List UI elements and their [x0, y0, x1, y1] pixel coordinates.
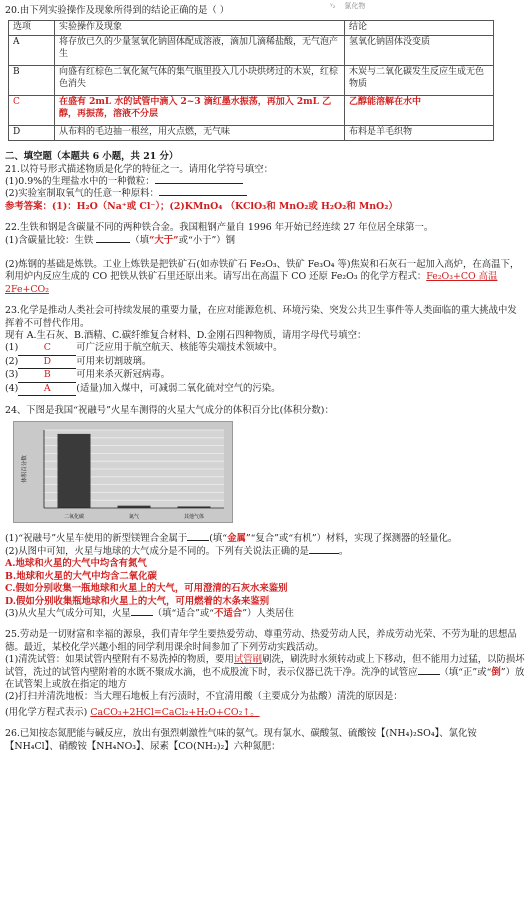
q26-stem: 26.已知按态氮肥能与碱反应，放出有强烈刺激性气味的氨气。现有氯水、碳酸氢、硫酸铵【(NH₄)₂SO₄】、氯化铵【NH₄Cl】、硝酸铵【NH₄NO₃】、尿素【CO(NH₂)₂】六种氮肥：	[5, 728, 477, 752]
category-label: 其他气体	[183, 514, 205, 521]
row-operation: 从布料的毛边抽一根丝，用火点燃，无气味	[55, 126, 345, 141]
header-operation: 实验操作及现象	[55, 21, 345, 36]
row-option: D	[9, 126, 55, 141]
q23-item: (1) C 可广泛应用于航空航天、核能等尖端技术领域中。	[5, 342, 525, 355]
row-conclusion: 木炭与二氧化碳发生反应生成无色物质	[345, 66, 494, 96]
q24-line2: (2)从图中可知，火星与地球的大气成分是不同的。下列有关说法正确的是 。	[5, 545, 349, 557]
mars-atmosphere-svg	[14, 422, 232, 522]
q24-option-b: B.地球和火星的大气中均含二氧化碳	[5, 570, 157, 582]
y-axis-label: 体积百分数	[22, 455, 28, 484]
q21-answer: 参考答案：(1)：H₂O（Na⁺或 Cl⁻）；(2)KMnO₄ （KClO₃和 MnO₂或 H₂O₂和 MnO₂）	[5, 200, 398, 212]
q22-equation: Fe₂O₃+CO 高温 2Fe+CO₂	[5, 271, 498, 295]
table-row	[9, 36, 494, 66]
table-row	[9, 66, 494, 96]
q22-line1: (1)含碳量比较：生铁 （填“大于”或“小于”）钢	[5, 234, 236, 246]
worksheet-page	[0, 2, 530, 923]
row-option: B	[9, 66, 55, 96]
q20-stem: 20.由下列实验操作及现象所得到的结论正确的是（ ）	[5, 5, 230, 16]
bar-0	[58, 434, 91, 508]
mars-atmosphere-chart	[13, 421, 233, 523]
q22-line2: (2)炼钢的基础是炼铁。工业上炼铁是把铁矿石(如赤铁矿石 Fe₂O₃、铁矿 Fe₃O₄ 等)焦炭和石灰石一起加入高炉，在高温下，利用炉内反应生成的 CO 把铁从铁矿石里还原出来。请写出在高温下 CO 还原 Fe₂O₃ 的化学方程式：Fe₂O₃+CO 高温 2Fe+CO₂	[5, 259, 520, 295]
q23-item: (3) B 可用来杀灭新冠病毒。	[5, 369, 525, 382]
row-option: A	[9, 36, 55, 66]
top-fragment: ᵞ₂ 氯化物	[330, 2, 366, 10]
header-conclusion: 结论	[345, 21, 494, 36]
row-conclusion: 氢氧化钠固体没变质	[345, 36, 494, 66]
q24-line3: (3)从火星大气成分可知，火星 （填“适合”或“不适合”）人类居住	[5, 607, 294, 619]
q23-stem: 23.化学是推动人类社会可持续发展的重要力量，在应对能源危机、环境污染、突发公共卫生事件等人类面临的重大挑战中发挥着不可替代作用。	[5, 305, 517, 329]
header-option: 选项	[9, 21, 55, 36]
q20-options-table	[8, 20, 494, 141]
q25-line1: (1)清洗试管：如果试管内壁附有不易洗掉的物质，要用试管刷刷洗，刷洗时水须转动或上下移动，但不能用力过猛，以防损坏试管，洗过的试管内壁附着的水既不聚成水滴，也不成股流下时，表示仪器已洗干净。洗净的试管应 （填“正”或“倒”）放在试管架上或放在指定的地方	[5, 654, 525, 690]
section-title: 二、填空题（本题共 6 小题，共 21 分）	[5, 151, 179, 163]
q21-line2: (2)实验室制取氧气的任意一种原料：	[5, 188, 525, 200]
q21-stem: 21.以符号形式描述物质是化学的特征之一。请用化学符号填空：	[5, 163, 274, 175]
q25-line3: (用化学方程式表示) CaCO₃+2HCl=CaCl₂+H₂O+CO₂↑。	[5, 706, 260, 718]
q24-option-c: C.假如分别收集一瓶地球和火星上的大气，可用澄清的石灰水来鉴别	[5, 583, 288, 595]
row-conclusion: 布料是羊毛织物	[345, 126, 494, 141]
category-label: 二氧化碳	[63, 514, 85, 521]
q23-intro: 现有 A.生石灰、B.酒精、C.碳纤维复合材料、D.金刚石四种物质，请用字母代号填空：	[5, 330, 367, 342]
q22-stem: 22.生铁和钢是含碳量不同的两种铁合金。我国粗钢产量自 1996 年开始已经连续 27 年位居全球第一。	[5, 222, 434, 234]
row-operation: 在盛有 2mL 水的试管中滴入 2~3 滴红墨水振荡，再加入 2mL 乙醇，再振荡，溶液不分层	[55, 96, 345, 126]
q25-equation: CaCO₃+2HCl=CaCl₂+H₂O+CO₂↑。	[90, 706, 260, 718]
q21-line1: (1)0.9%的生理盐水中的一种微粒：	[5, 176, 525, 188]
q25-line2: (2)打扫并清洗地板：当大理石地板上有污渍时，不宜清用酸（主要成分为盐酸）清洗的原因是：	[5, 691, 403, 703]
table-row	[9, 96, 494, 126]
q24-line1: (1)“祝融号”火星车使用的新型镁锂合金属于 (填“金属”“复合”或“有机”）材料，实现了探测器的轻量化。	[5, 533, 458, 545]
q23-item: (2) D 可用来切割玻璃。	[5, 356, 525, 369]
q24-option-a: A.地球和火星的大气中均含有氮气	[5, 558, 147, 570]
table-header-row	[9, 21, 494, 36]
table-row	[9, 126, 494, 141]
row-option: C	[9, 96, 55, 126]
row-operation: 将存放已久的少量氢氧化钠固体配成溶液，滴加几滴稀盐酸，无气泡产生	[55, 36, 345, 66]
row-operation: 向盛有红棕色二氧化氮气体的集气瓶里投入几小块烘烤过的木炭，红棕色消失	[55, 66, 345, 96]
q25-stem: 25.劳动是一切财富和幸福的源泉，我们青年学生要热爱劳动、尊重劳动、热爱劳动人民，养成劳动光荣、不劳为耻的思想品德。最近，某校化学兴趣小组的同学利用课余时间参加了下列劳动实践活动。	[5, 629, 517, 653]
q24-stem: 24、下图是我国“祝融号”火星车测得的火星大气成分的体积百分比(体积分数)：	[5, 405, 334, 417]
row-conclusion: 乙醇能溶解在水中	[345, 96, 494, 126]
category-label: 氮气	[128, 514, 140, 521]
q23-item: (4) A (适量)加入煤中，可减弱二氧化硫对空气的污染。	[5, 383, 525, 396]
q24-option-d: D.假如分别收集瓶地球和火星上的大气，可用燃着的木条来鉴别	[5, 595, 270, 607]
